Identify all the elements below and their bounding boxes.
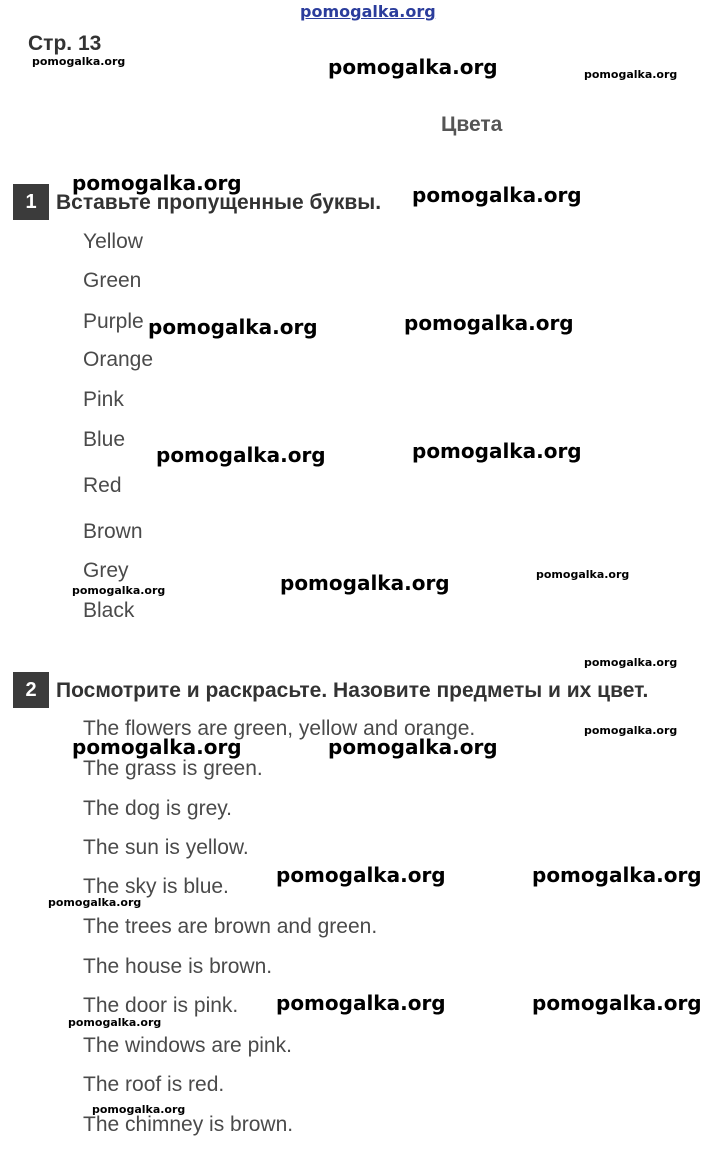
sentence-door: The door is pink. bbox=[83, 994, 239, 1017]
sentence-flowers: The flowers are green, yellow and orange. bbox=[83, 717, 476, 740]
exercise-2-number: 2 bbox=[13, 672, 49, 708]
watermark: pomogalka.org bbox=[584, 656, 678, 669]
sentence-windows: The windows are pink. bbox=[83, 1034, 292, 1057]
word-blue: Blue bbox=[83, 428, 126, 451]
exercise-1-title: Вставьте пропущенные буквы. bbox=[56, 191, 382, 214]
word-green: Green bbox=[83, 269, 142, 292]
watermark: pomogalka.org bbox=[280, 571, 450, 595]
word-purple: Purple bbox=[83, 310, 144, 333]
sentence-sky: The sky is blue. bbox=[83, 875, 229, 898]
page-number: Стр. 13 bbox=[28, 32, 102, 55]
watermark: pomogalka.org bbox=[276, 863, 446, 887]
watermark: pomogalka.org bbox=[532, 991, 702, 1015]
watermark: pomogalka.org bbox=[536, 568, 630, 581]
watermark: pomogalka.org bbox=[328, 55, 498, 79]
sentence-sun: The sun is yellow. bbox=[83, 836, 249, 859]
watermark: pomogalka.org bbox=[48, 896, 142, 909]
sentence-house: The house is brown. bbox=[83, 955, 273, 978]
exercise-2-title: Посмотрите и раскрасьте. Назовите предметы и их цвет. bbox=[56, 679, 649, 702]
word-grey: Grey bbox=[83, 559, 129, 582]
word-brown: Brown bbox=[83, 520, 143, 543]
watermark: pomogalka.org bbox=[584, 724, 678, 737]
watermark: pomogalka.org bbox=[404, 311, 574, 335]
watermark: pomogalka.org bbox=[72, 735, 242, 759]
section-title: Цвета bbox=[441, 113, 503, 136]
watermark: pomogalka.org bbox=[72, 171, 242, 195]
word-orange: Orange bbox=[83, 348, 154, 371]
sentence-trees: The trees are brown and green. bbox=[83, 915, 378, 938]
exercise-1-number: 1 bbox=[13, 184, 49, 220]
watermark: pomogalka.org bbox=[72, 584, 166, 597]
word-red: Red bbox=[83, 474, 122, 497]
watermark: pomogalka.org bbox=[68, 1016, 162, 1029]
sentence-dog: The dog is grey. bbox=[83, 797, 233, 820]
watermark: pomogalka.org bbox=[276, 991, 446, 1015]
watermark: pomogalka.org bbox=[532, 863, 702, 887]
sentence-grass: The grass is green. bbox=[83, 757, 263, 780]
watermark-top-link[interactable]: pomogalka.org bbox=[300, 2, 436, 21]
watermark: pomogalka.org bbox=[584, 68, 678, 81]
watermark: pomogalka.org bbox=[148, 315, 318, 339]
watermark: pomogalka.org bbox=[92, 1103, 186, 1116]
watermark: pomogalka.org bbox=[32, 55, 126, 68]
watermark: pomogalka.org bbox=[156, 443, 326, 467]
watermark: pomogalka.org bbox=[328, 735, 498, 759]
sentence-roof: The roof is red. bbox=[83, 1073, 225, 1096]
watermark: pomogalka.org bbox=[412, 439, 582, 463]
watermark: pomogalka.org bbox=[412, 183, 582, 207]
sentence-chimney: The chimney is brown. bbox=[83, 1113, 294, 1136]
word-yellow: Yellow bbox=[83, 230, 143, 253]
word-pink: Pink bbox=[83, 388, 124, 411]
word-black: Black bbox=[83, 599, 135, 622]
